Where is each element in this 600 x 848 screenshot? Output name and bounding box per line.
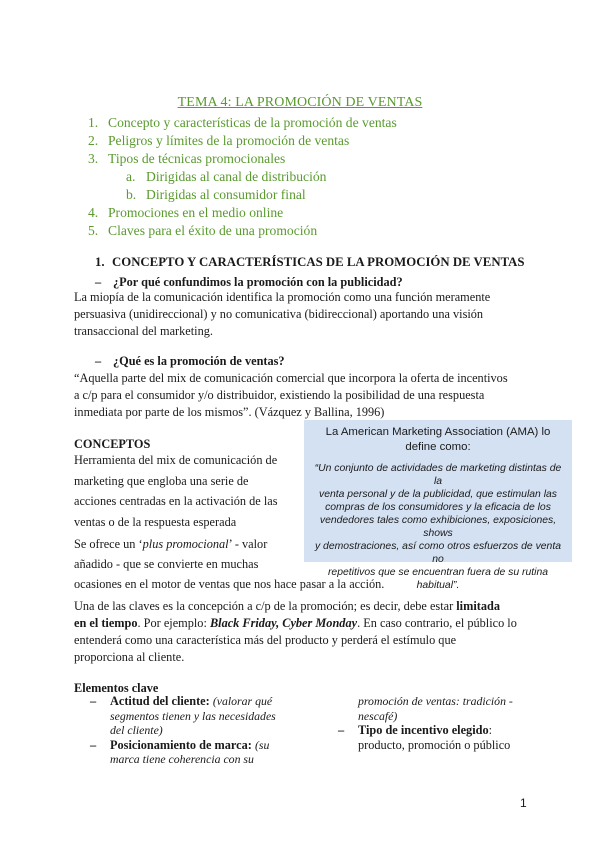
toc-item: 3. Tipos de técnicas promocionales bbox=[88, 151, 286, 166]
page-title: TEMA 4: LA PROMOCIÓN DE VENTAS bbox=[177, 95, 423, 110]
list-item: – Actitud del cliente: (valorar qué segmentos tienen y las necesidades del cliente) bbox=[90, 694, 276, 737]
toc-subitem: a. Dirigidas al canal de distribución bbox=[126, 169, 327, 184]
table-of-contents bbox=[88, 114, 397, 240]
plus-promocional-paragraph: Se ofrece un ‘plus promocional’ - valor añadido - que se convierte en muchas ocasiones en el motor de ventas que nos hace pasar a la acción. bbox=[74, 537, 385, 591]
concepts-text: Herramienta del mix de comunicación de marketing que engloba una serie de acciones centradas en la activación de las ventas o de la respuesta esperada bbox=[74, 453, 278, 529]
elementos-right-column: promoción de ventas: tradición - nescafé) – Tipo de incentivo elegido: producto, promoción o público bbox=[338, 694, 538, 752]
claves-paragraph: Una de las claves es la concepción a c/p de la promoción; es decir, debe estar limitada en el tiempo. Por ejemplo: Black Friday, Cyber Monday. En caso contrario, el público lo entenderá como una característica más del producto y perderá el estímulo que proporciona al cliente. bbox=[74, 599, 517, 664]
ama-definition-box: La American Marketing Association (AMA) lo define como: “Un conjunto de actividades de marketing distintas de la venta personal y de la publicidad, que estimulan las compras de los consumidores y la eficacia de los vendedores tales como exhibiciones, exposiciones, shows y demostraciones, así como otros esfuerzos de venta no repetitivos que se encuentran fuera de su rutina habitual”. bbox=[304, 420, 572, 562]
elementos-left-column bbox=[90, 694, 290, 767]
concepts-heading: CONCEPTOS bbox=[74, 437, 151, 451]
question-heading: – ¿Qué es la promoción de ventas? bbox=[95, 354, 285, 368]
question-heading: – ¿Por qué confundimos la promoción con la publicidad? bbox=[95, 275, 403, 289]
toc-item: 2. Peligros y límites de la promoción de ventas bbox=[88, 133, 350, 148]
toc-item: 5. Claves para el éxito de una promoción bbox=[88, 223, 318, 238]
toc-item: 1. Concepto y características de la promoción de ventas bbox=[88, 115, 397, 130]
ama-quote: “Un conjunto de actividades de marketing distintas de la venta personal y de la publicidad, que estimulan las compras de los consumidores y la eficacia de los vendedores tales como exhibiciones, exposiciones, shows y demostraciones, así como otros esfuerzos de venta no repetitivos que se encuentran fuera de su rutina habitual”. bbox=[314, 463, 562, 591]
toc-item: 4. Promociones en el medio online bbox=[88, 205, 284, 220]
paragraph-definition: “Aquella parte del mix de comunicación comercial que incorpora la oferta de incentivos a c/p para el consumidor y/o distribuidor, existiendo la posibilidad de una respuesta inmediata por parte de los mismos”. (Vázquez y Ballina, 1996) bbox=[74, 371, 508, 419]
elementos-heading: Elementos clave bbox=[74, 681, 159, 695]
list-item: – Posicionamiento de marca: (su marca tiene coherencia con su bbox=[90, 737, 270, 766]
paragraph-miopia: La miopía de la comunicación identifica la promoción como una función meramente persuasiva (unidireccional) y no comunicativa (bidireccional) aportando una visión transaccional del marketing. bbox=[74, 290, 491, 338]
section-heading: 1. CONCEPTO Y CARACTERÍSTICAS DE LA PROMOCIÓN DE VENTAS bbox=[95, 255, 525, 269]
page-number: 1 bbox=[520, 796, 527, 810]
toc-subitem: b. Dirigidas al consumidor final bbox=[126, 187, 306, 202]
list-item: – Tipo de incentivo elegido: producto, promoción o público bbox=[338, 723, 511, 752]
